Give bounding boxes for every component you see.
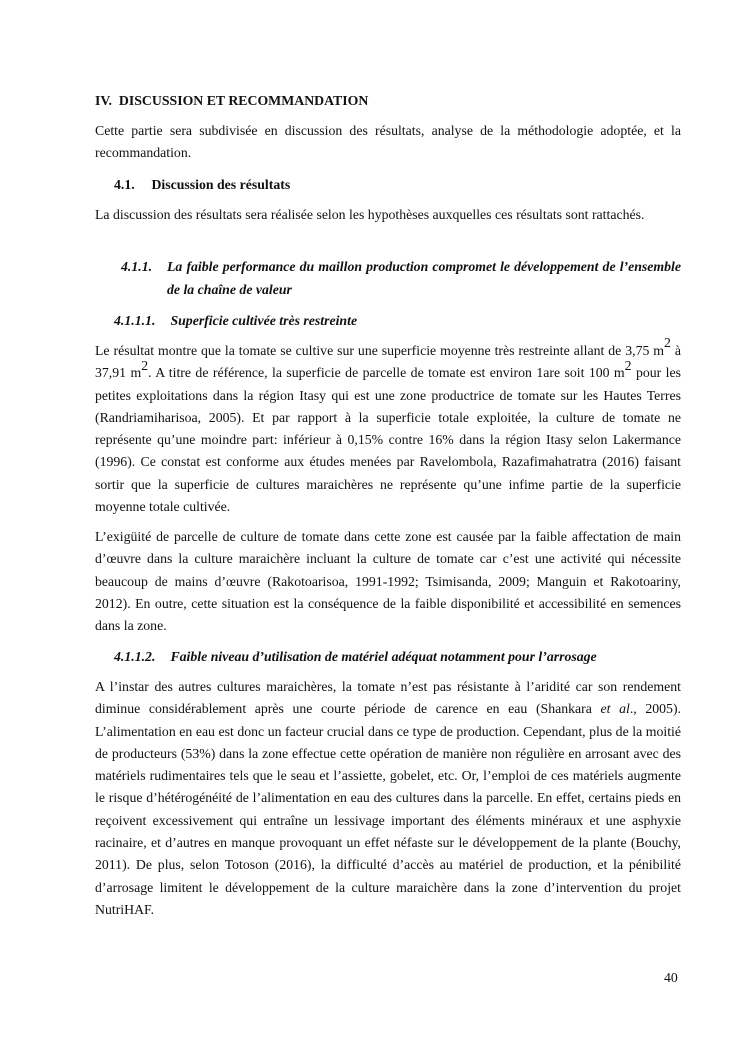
page-number: 40 [664,970,678,985]
heading-title: Faible niveau d’utilisation de matériel adéquat notamment pour l’arrosage [170,649,597,664]
text-run: Le résultat montre que la tomate se cultive sur une superficie moyenne très restreinte allant de 3,75 m [95,343,665,358]
heading-title: DISCUSSION ET RECOMMANDATION [118,93,369,108]
heading-number: 4.1.1. [121,259,153,274]
section-heading-4-1-1 [121,256,681,301]
discussion-paragraph: La discussion des résultats sera réalisée selon les hypothèses auxquelles ces résultats sont rattachés. [95,207,645,222]
text-run: à 37,91 m [95,343,681,381]
superscript: 2 [664,335,671,351]
paragraph-arrosage [95,676,681,921]
text-run: ., 2005). L’alimentation en eau est donc un facteur crucial dans ce type de production. Cependant, plus de la moitié de producteurs (53%) dans la zone effectue cette opération de manière non régulière en arrosant avec des matériels rudimentaires tels que le seau et l’assiette, gobelet, etc. Or, l’emploi de ces matériels augmente le risque d’hétérogénéité de l’alimentation en eau des cultures dans la parcelle. En effet, certains pieds en reçoivent excessivement qui entraîne un lessivage important des éléments minéraux et une asphyxie racinaire, et d’autres en manque provoquant un effet néfaste sur le développement de la plante (Bouchy, 2011). De plus, selon Totoson (2016), la difficulté d’accès au matériel de production, et la pénibilité d’arrosage limitent le développement de la culture maraichère dans la zone d’intervention du projet NutriHAF. [95,701,681,917]
heading-title: Discussion des résultats [151,177,291,192]
heading-number: IV. [95,93,113,108]
text-run: pour les petites exploitations dans la région Itasy qui est une zone productrice de tomate sur les Hautes Terres (Randriamiharisoa, 2005). Et par rapport à la superficie totale exploitée, la culture de tomate ne représente qu’une moindre part: inférieur à 0,15% contre 16% dans la région Itasy selon Lakermance (1996). Ce constat est conforme aux études menées par Ravelombola, Razafimahatratra (2016) faisant sortir que la superficie de cultures maraichères ne représente qu’une infime partie de la superficie moyenne totale cultivée. [95,365,681,515]
section-heading-4-1-1-2 [114,646,597,668]
heading-number: 4.1.1.2. [114,649,156,664]
intro-paragraph: Cette partie sera subdivisée en discussion des résultats, analyse de la méthodologie adoptée, et la recommandation. [95,123,681,161]
section-heading-4-1 [114,174,290,196]
superscript: 2 [141,357,149,373]
section-heading-4-1-1-1 [114,310,357,332]
heading-title: Superficie cultivée très restreinte [170,313,358,328]
italic-run: et al [600,701,630,717]
text-run: . A titre de référence, la superficie de parcelle de tomate est environ 1are soit 100 m [148,365,625,381]
paragraph-superficie [95,335,681,518]
superscript: 2 [624,357,632,373]
section-heading-iv [95,90,368,112]
heading-title: La faible performance du maillon production compromet le développement de l’ensemble de la chaîne de valeur [167,259,681,297]
heading-number: 4.1. [114,177,135,192]
text-run: A l’instar des autres cultures maraichères, la tomate n’est pas résistante à l’aridité car son rendement diminue considérablement après une courte période de carence en eau (Shankara [95,679,681,717]
paragraph-exiguite: L’exigüité de parcelle de culture de tomate dans cette zone est causée par la faible affectation de main d’œuvre dans la culture maraichère incluant la culture de tomate car c’est une activité qui nécessite beaucoup de mains d’œuvre (Rakotoarisoa, 1991-1992; Tsimisanda, 2009; Manguin et Rakotoariny, 2012). En outre, cette situation est la conséquence de la faible disponibilité et accessibilité en semences dans la zone. [95,529,681,634]
heading-number: 4.1.1.1. [114,313,156,328]
